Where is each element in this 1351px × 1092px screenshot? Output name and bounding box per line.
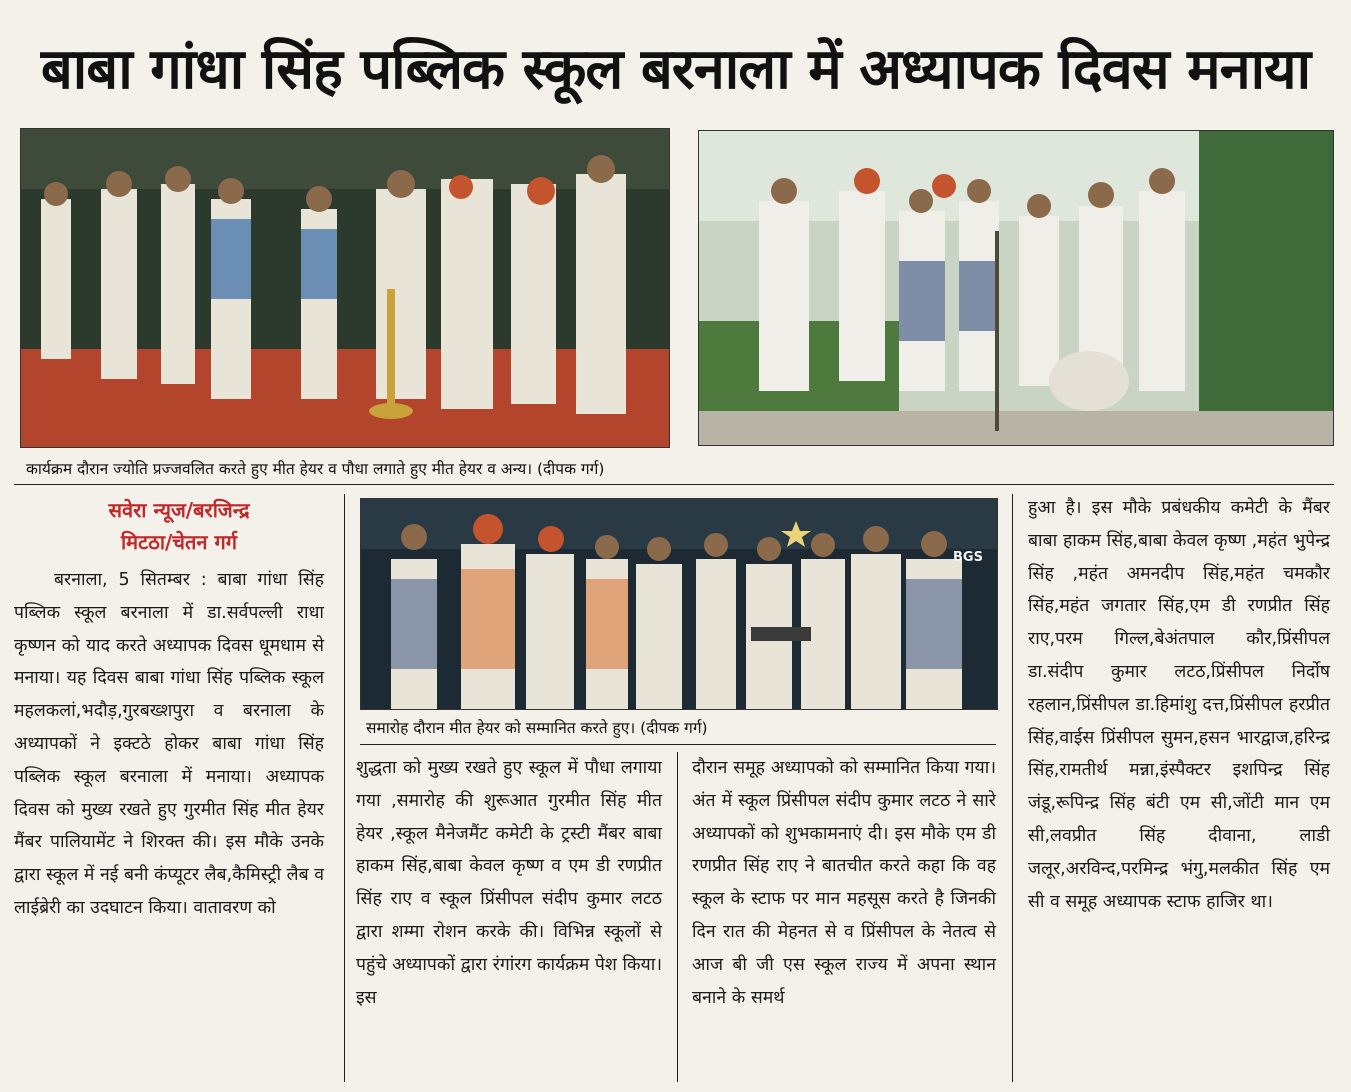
middle-caption-divider: [360, 744, 996, 745]
lamp-lighting-photo: [20, 128, 670, 448]
byline: [14, 494, 344, 558]
tree-planting-photo: [698, 130, 1334, 446]
article-paragraph: हुआ है। इस मौके प्रबंधकीय कमेटी के मैंबर बाबा हाकम सिंह,बाबा केवल कृष्ण ,महंत भुपेन्द्र सिंह ,महंत अमनदीप सिंह,महंत चमकौर सिंह,महंत जगतार सिंह,एम डी रणप्रीत सिंह राए,परम गिल्ल,बेअंतपाल कौर,प्रिंसीपल डा.संदीप कुमार लटठ,प्रिंसीपल निर्दोष रहलान,प्रिंसीपल डा.हिमांशु दत्त,प्रिंसीपल हरप्रीत सिंह,वाईस प्रिंसीपल सुमन,हसन भारद्वाज,हरिन्द्र सिंह,रामतीर्थ मन्ना,इंस्पैक्टर इशपिन्द्र सिंह जंडू,रूपिन्द्र सिंह बंटी एम सी,जोंटी मान एम सी,लवप्रीत सिंह दीवाना, लाडी जलूर,अरविन्द,परमिन्द्र भंगु,मलकीत सिंह एम सी व समूह अध्यापक स्टाफ हाजिर था।: [1028, 498, 1330, 912]
column-rule-3: [1012, 494, 1013, 1082]
article-paragraph: दौरान समूह अध्यापको को सम्मानित किया गया। अंत में स्कूल प्रिंसीपल संदीप कुमार लटठ ने सारे अध्यापकों को शुभकामनाएं दी। इस मौके एम डी रणप्रीत सिंह राए ने बातचीत करते कहा कि वह स्कूल के स्टाफ पर मान महसूस करते है जिनकी दिन रात की मेहनत से व प्रिंसीपल के नेतत्व से आज बी जी एस स्कूल राज्य में अपना स्थान बनाने के समर्थ: [692, 758, 996, 1008]
article-column-3: [692, 752, 996, 1082]
article-column-2: [356, 752, 662, 1082]
article-paragraph: शुद्धता को मुख्य रखते हुए स्कूल में पौधा लगाया गया ,समारोह की शुरूआत गुरमीत सिंह मीत हेयर ,स्कूल मैनेजमैंट कमेटी के ट्रस्टी मैंबर बाबा हाकम सिंह,बाबा केवल कृष्ण व एम डी रणप्रीत सिंह राए व स्कूल प्रिंसीपल संदीप कुमार लटठ द्वारा शम्मा रोशन करके की। विभिन्न स्कूलों से पहुंचे अध्यापकों द्वारा रंगांरग कार्यक्रम पेश किया। इस: [356, 758, 662, 1008]
middle-photo-caption: समारोह दौरान मीत हेयर को सम्मानित करते हुए। (दीपक गर्ग): [366, 719, 708, 737]
column-rule-2: [677, 752, 678, 1082]
column-rule-1: [344, 494, 345, 1082]
headline: बाबा गांधा सिंह पब्लिक स्कूल बरनाला में अध्यापक दिवस मनाया: [40, 37, 1311, 102]
byline-line-2: मिटठा/चेतन गर्ग: [120, 530, 237, 554]
article-paragraph: बरनाला, 5 सितम्बर : बाबा गांधा सिंह पब्लिक स्कूल बरनाला में डा.सर्वपल्ली राधा कृष्णन को याद करते अध्यापक दिवस धूमधाम से मनाया। यह दिवस बाबा गांधा सिंह पब्लिक स्कूल महलकलां,भदौड़,गुरबख्शपुरा व बरनाला के अध्यापकों ने इक्टठे होकर बाबा गांधा सिंह पब्लिक स्कूल बरनाला में मनाया। अध्यापक दिवस को मुख्य रखते हुए गुरमीत सिंह मीत हेयर मैंबर पालियामेंट ने शिरक्त की। इस मौके उनके द्वारा स्कूल में नई बनी कंप्यूटर लैब,कैमिस्ट्री लैब व लाईब्रेरी का उदघाटन किया। वातावरण को: [14, 570, 325, 918]
byline-line-1: सवेरा न्यूज/बरजिन्द्र: [108, 498, 250, 522]
felicitation-photo: [360, 498, 998, 710]
article-column-4: [1028, 492, 1330, 1082]
bgs-banner-text: BGS: [953, 550, 983, 565]
caption-divider: [14, 484, 1334, 485]
top-photo-caption: कार्यक्रम दौरान ज्योति प्रज्जवलित करते हुए मीत हेयर व पौधा लगाते हुए मीत हेयर व अन्य। (दीपक गर्ग): [26, 460, 605, 478]
article-column-1: [14, 564, 324, 1084]
